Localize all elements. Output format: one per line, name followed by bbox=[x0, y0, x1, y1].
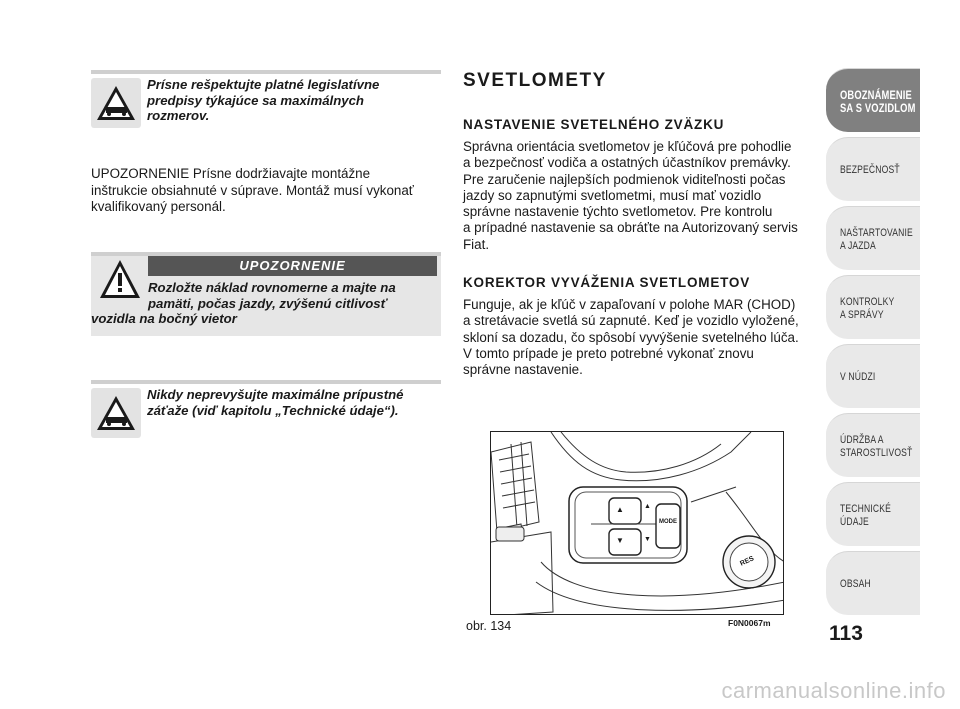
note-max-load bbox=[91, 380, 441, 440]
tab-udrzba[interactable] bbox=[826, 413, 920, 477]
warning-line: pamäti, počas jazdy, zvýšenú citlivosť bbox=[148, 295, 387, 311]
body-line: a bezpečnosť vodiča a ostatných účastníkov premávky. bbox=[463, 155, 791, 171]
paragraph-line: kvalifikovaný personál. bbox=[91, 199, 226, 214]
body-line: jazdy so zapnutými svetlometmi, musí mať vozidlo bbox=[463, 187, 762, 203]
level-up-icon: ▲ bbox=[616, 505, 624, 514]
note-line: záťaže (viď kapitolu „Technické údaje“). bbox=[147, 402, 399, 418]
body-line: správne nastavenie týchto svetlometov. Pre kontrolu bbox=[463, 204, 773, 220]
body-line: Pre zaručenie najlepších podmienok viditeľnosti počas bbox=[463, 171, 786, 187]
level-up-icon: ▲ bbox=[644, 503, 651, 510]
tab-label: ÚDAJE bbox=[840, 516, 869, 528]
body-line: a stretávacie svetlá sú zapnuté. Keď je vozidlo vyložené, bbox=[463, 313, 799, 329]
level-down-icon: ▼ bbox=[616, 536, 624, 545]
tab-label: BEZPEČNOSŤ bbox=[840, 164, 900, 176]
tab-label: ÚDRŽBA A bbox=[840, 434, 884, 446]
tab-v-nudzi[interactable] bbox=[826, 344, 920, 408]
tab-nastartovanie[interactable] bbox=[826, 206, 920, 270]
page-number: 113 bbox=[829, 622, 863, 645]
dashboard-illustration bbox=[490, 431, 784, 615]
body-line: Fiat. bbox=[463, 236, 490, 252]
note-rule bbox=[91, 380, 441, 384]
warning-line: Rozložte náklad rovnomerne a majte na bbox=[148, 280, 396, 295]
subsection-title: NASTAVENIE SVETELNÉHO ZVÄZKU bbox=[463, 117, 725, 132]
warning-triangle-icon bbox=[98, 258, 142, 300]
tab-obsah[interactable] bbox=[826, 551, 920, 615]
warning-heading: UPOZORNENIE bbox=[148, 256, 437, 276]
subsection-body bbox=[463, 139, 813, 253]
note-legislation bbox=[91, 70, 441, 130]
level-down-icon: ▼ bbox=[644, 536, 651, 543]
body-line: skloní sa dozadu, čo spôsobí vyvýšenie svetelného lúča. bbox=[463, 329, 799, 345]
subsection-title: KOREKTOR VYVÁŽENIA SVETLOMETOV bbox=[463, 275, 751, 290]
truck-caution-icon bbox=[91, 388, 141, 438]
tab-label: V NÚDZI bbox=[840, 371, 876, 383]
note-rule bbox=[91, 70, 441, 74]
note-line: Nikdy neprevyšujte maximálne prípustné bbox=[147, 387, 404, 402]
note-line: predpisy týkajúce sa maximálnych bbox=[147, 92, 364, 108]
tab-oboznamenie[interactable] bbox=[826, 68, 920, 132]
tab-technicke-udaje[interactable] bbox=[826, 482, 920, 546]
note-line: Prísne rešpektujte platné legislatívne bbox=[147, 77, 380, 92]
body-line: V tomto prípade je preto potrebné vykonať znovu bbox=[463, 345, 754, 361]
mode-label: MODE bbox=[659, 519, 677, 525]
paragraph-line: inštrukcie obsiahnuté v súprave. Montáž musí vykonať bbox=[91, 182, 414, 198]
tab-bezpecnost[interactable] bbox=[826, 137, 920, 201]
tab-label: STAROSTLIVOSŤ bbox=[840, 447, 913, 459]
tab-label: SA S VOZIDLOM bbox=[840, 101, 916, 115]
body-line: správne nastavenie. bbox=[463, 362, 583, 378]
figure-code: F0N0067m bbox=[728, 618, 771, 628]
tab-label: TECHNICKÉ bbox=[840, 503, 891, 515]
note-text bbox=[147, 387, 404, 418]
note-line: rozmerov. bbox=[147, 108, 210, 123]
paragraph-line: UPOZORNENIE Prísne dodržiavajte montážne bbox=[91, 166, 371, 181]
res-label: RES bbox=[739, 555, 756, 568]
tab-label: A JAZDA bbox=[840, 240, 876, 252]
body-line: Správna orientácia svetlometov je kľúčová pre pohodlie bbox=[463, 139, 792, 154]
subsection-body bbox=[463, 297, 813, 378]
installation-paragraph bbox=[91, 166, 441, 216]
truck-caution-icon bbox=[91, 78, 141, 128]
note-text bbox=[147, 77, 379, 124]
tab-label: KONTROLKY bbox=[840, 296, 895, 308]
section-title: SVETLOMETY bbox=[463, 70, 607, 91]
tab-label: OBSAH bbox=[840, 578, 871, 590]
watermark: carmanualsonline.info bbox=[721, 678, 946, 703]
tab-label: OBOZNÁMENIE bbox=[840, 88, 912, 102]
tab-kontrolky[interactable] bbox=[826, 275, 920, 339]
warning-text bbox=[148, 280, 438, 311]
body-line: a prípadné nastavenie sa obráťte na Autorizovaný servis bbox=[463, 220, 798, 236]
figure-caption: obr. 134 bbox=[466, 619, 512, 633]
tab-label: NAŠTARTOVANIE bbox=[840, 227, 913, 239]
body-line: Funguje, ak je kľúč v zapaľovaní v polohe MAR (CHOD) bbox=[463, 297, 796, 312]
warning-tail: vozidla na bočný vietor bbox=[91, 311, 237, 326]
tab-label: A SPRÁVY bbox=[840, 309, 884, 321]
